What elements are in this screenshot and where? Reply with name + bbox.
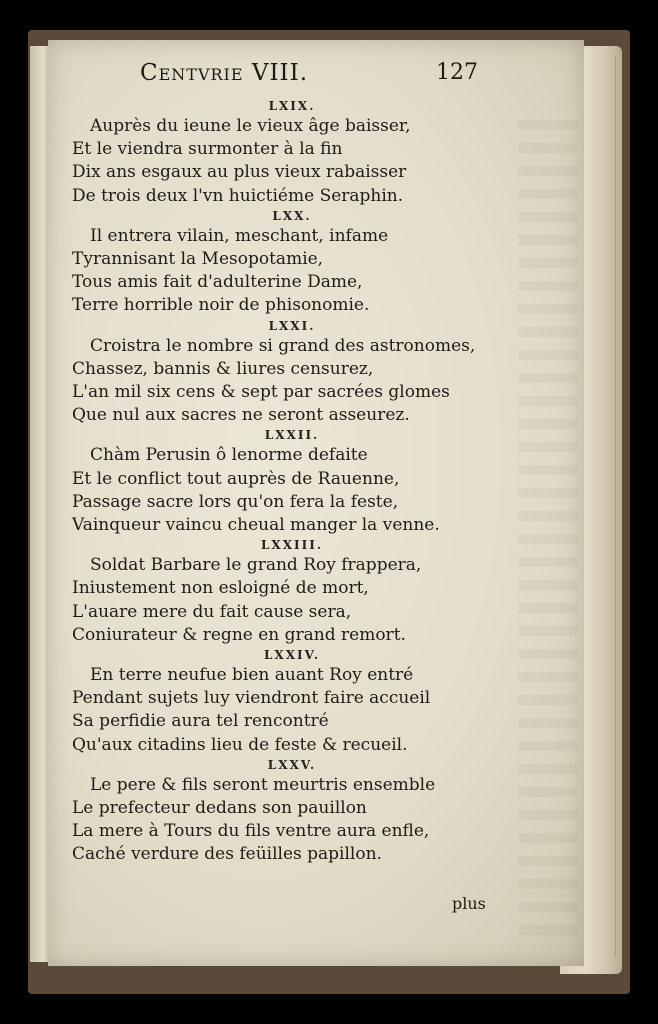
quatrain-69 [72,98,512,208]
verse-line: Dix ans esgaux au plus vieux rabaisser [72,162,407,183]
book-page [48,40,584,966]
quatrain-75 [72,757,512,867]
verse-line: Pendant sujets luy viendront faire accueil [72,688,431,709]
verse-line: Chassez, bannis & liures censurez, [72,358,374,379]
quatrain-73 [72,537,512,647]
quatrain-number: LXXI. [268,318,316,333]
verse-line: Caché verdure des feüilles papillon. [72,844,382,865]
quatrain-70 [72,208,512,318]
verse-line: Tyrannisant la Mesopotamie, [72,249,324,270]
verse-line: En terre neufue bien auant Roy entré [90,665,414,686]
verse-line: Et le viendra surmonter à la fin [72,139,343,160]
verse-line: Terre horrible noir de phisonomie. [72,295,370,316]
verse-line: Tous amis fait d'adulterine Dame, [72,272,363,293]
quatrain-71 [72,318,512,428]
quatrain-72 [72,427,512,537]
verse-line: Et le conflict tout auprès de Rauenne, [72,468,400,489]
verse-line: Que nul aux sacres ne seront asseurez. [72,405,410,426]
catchword: plus [452,894,486,913]
verse-line: Coniurateur & regne en grand remort. [72,624,406,645]
verse-line: Qu'aux citadins lieu de feste & recueil. [72,734,408,755]
show-through [518,120,578,940]
quatrain-number: LXXIV. [263,648,321,663]
verse-line: Iniustement non esloigné de mort, [72,578,369,599]
quatrain-74 [72,647,512,757]
quatrain-number: LXXV. [267,757,317,772]
page-header [48,60,584,100]
quatrain-number: LXX. [272,208,312,223]
verse-line: L'an mil six cens & sept par sacrées glomes [72,382,450,403]
page-number: 127 [436,60,478,85]
verse-line: Il entrera vilain, meschant, infame [90,225,389,246]
quatrain-number: LXXII. [264,428,320,443]
running-title: Centvrie VIII. [140,60,309,86]
verse-line: Auprès du ieune le vieux âge baisser, [90,116,411,136]
verse-line: Soldat Barbare le grand Roy frappera, [90,555,422,576]
verse-line: Le pere & fils seront meurtris ensemble [90,774,436,795]
verse-line: Le prefecteur dedans son pauillon [72,798,367,819]
verse-line: Passage sacre lors qu'on fera la feste, [72,491,399,512]
quatrain-number: LXIX. [268,99,316,113]
verse-line: L'auare mere du fait cause sera, [72,601,352,622]
quatrain-list [72,98,512,867]
verse-line: Vainqueur vaincu cheual manger la venne. [72,515,440,536]
verse-line: Chàm Perusin ô lenorme defaite [90,445,368,466]
verse-line: De trois deux l'vn huictiéme Seraphin. [72,185,404,206]
verse-line: Croistra le nombre si grand des astronomes, [90,335,476,356]
verse-line: Sa perfidie aura tel rencontré [72,711,329,732]
quatrain-number: LXXIII. [260,538,324,553]
verse-line: La mere à Tours du fils ventre aura enfle, [72,821,430,842]
